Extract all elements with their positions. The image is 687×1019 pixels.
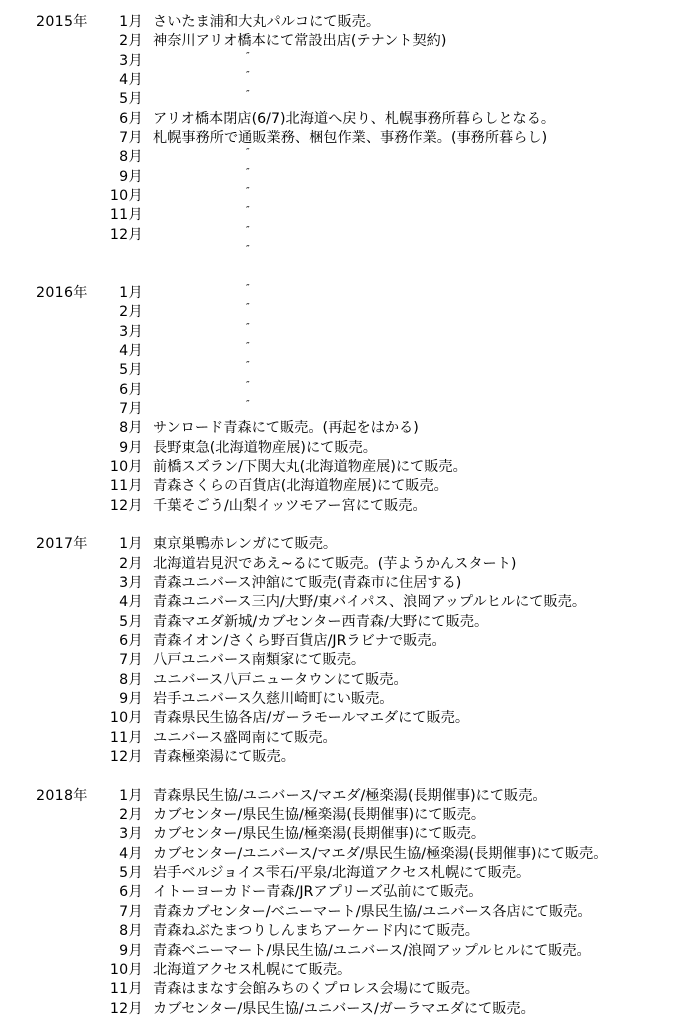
event-text: 青森極楽湯にて販売。	[153, 749, 295, 766]
month-label: 1月	[119, 14, 143, 30]
event-text: さいたま浦和大丸パルコにて販売。	[153, 14, 381, 30]
history-row	[0, 110, 687, 129]
month-label: 7月	[119, 130, 143, 147]
ditto-mark: ″	[246, 147, 250, 159]
history-row	[0, 535, 687, 554]
history-row	[0, 1000, 687, 1019]
month-label: 8月	[119, 671, 143, 688]
event-text: 北海道アクセス札幌にて販売。	[153, 961, 352, 978]
month-label: 12月	[109, 226, 143, 243]
month-label: 3月	[119, 52, 143, 69]
event-text: 東京巣鴨赤レンガにて販売。	[153, 536, 338, 553]
year-separator	[0, 516, 687, 535]
month-label: 8月	[119, 420, 143, 437]
year-separator	[0, 264, 687, 283]
year-separator	[0, 767, 687, 786]
history-row	[0, 129, 687, 148]
history-row	[0, 980, 687, 999]
month-label: 4月	[119, 72, 143, 89]
history-row	[0, 903, 687, 922]
ditto-mark: ″	[246, 321, 250, 333]
event-text: 青森イオン/さくら野百貨店/JRラビナで販売。	[153, 633, 446, 649]
month-label: 5月	[119, 865, 143, 882]
history-row	[0, 574, 687, 593]
event-text: カブセンター/県民生協/極楽湯(長期催事)にて販売。	[153, 807, 486, 824]
month-label: 7月	[119, 903, 143, 920]
history-row	[0, 651, 687, 670]
month-label: 12月	[109, 1000, 143, 1017]
event-text: 青森カブセンター/ベニーマート/県民生協/ユニバース各店にて販売。	[153, 903, 592, 920]
event-text: 北海道岩見沢であえ~るにて販売。(芋ようかんスタート)	[153, 555, 517, 572]
ditto-mark: ″	[246, 340, 250, 352]
month-label: 8月	[119, 923, 143, 940]
history-row	[0, 477, 687, 496]
history-row	[0, 729, 687, 748]
event-text: 神奈川アリオ橋本にて常設出店(テナント契約)	[153, 33, 447, 50]
month-label: 11月	[109, 729, 143, 746]
history-row	[0, 284, 687, 303]
ditto-mark: ″	[246, 186, 250, 198]
month-label: 9月	[119, 691, 143, 708]
history-row	[0, 148, 687, 167]
history-row	[0, 613, 687, 632]
event-text: 青森はまなす会館みちのくプロレス会場にて販売。	[153, 981, 479, 998]
month-label: 10月	[109, 961, 143, 978]
month-label: 12月	[109, 749, 143, 766]
history-row	[0, 845, 687, 864]
month-label: 6月	[119, 381, 143, 398]
history-row	[0, 303, 687, 322]
history-row	[0, 52, 687, 71]
ditto-mark: ″	[246, 89, 250, 101]
history-row	[0, 13, 687, 32]
history-row	[0, 71, 687, 90]
ditto-mark: ″	[246, 398, 250, 410]
history-row	[0, 342, 687, 361]
event-text: 青森ベニーマート/県民生協/ユニバース/浪岡アップルヒルにて販売。	[153, 942, 591, 959]
year-label: 2017年	[36, 536, 88, 553]
month-label: 10月	[109, 458, 143, 475]
ditto-mark: ″	[246, 302, 250, 314]
ditto-mark: ″	[246, 70, 250, 82]
month-label: 11月	[109, 981, 143, 998]
month-label: 1月	[119, 787, 143, 804]
history-row	[0, 787, 687, 806]
history-row	[0, 419, 687, 438]
year-label: 2015年	[36, 14, 88, 30]
event-text: 青森マエダ新城/カブセンター西青森/大野にて販売。	[153, 613, 489, 630]
ditto-mark: ″	[246, 244, 250, 256]
event-text: 千葉そごう/山梨イッツモアー宮にて販売。	[153, 497, 427, 514]
month-label: 5月	[119, 362, 143, 379]
month-label: 9月	[119, 439, 143, 456]
event-text: カブセンター/ユニバース/マエダ/県民生協/極楽湯(長期催事)にて販売。	[153, 845, 608, 862]
history-row	[0, 32, 687, 51]
event-text: 岩手ベルジョイス雫石/平泉/北海道アクセス札幌にて販売。	[153, 865, 531, 882]
event-text: 青森ねぶたまつりしんまちアーケード内にて販売。	[153, 923, 479, 940]
month-label: 1月	[119, 536, 143, 553]
history-row	[0, 90, 687, 109]
month-label: 3月	[119, 574, 143, 591]
history-row	[0, 555, 687, 574]
month-label: 4月	[119, 342, 143, 359]
history-row	[0, 458, 687, 477]
history-row	[0, 323, 687, 342]
event-text: 青森県民生協/ユニバース/マエダ/極楽湯(長期催事)にて販売。	[153, 787, 547, 804]
history-row	[0, 226, 687, 245]
month-label: 3月	[119, 826, 143, 843]
year-label: 2016年	[36, 284, 88, 301]
event-text: ユニバース八戸ニュータウンにて販売。	[153, 671, 408, 688]
history-row	[0, 632, 687, 651]
history-row	[0, 439, 687, 458]
event-text: アリオ橋本閉店(6/7)北海道へ戻り、札幌事務所暮らしとなる。	[153, 110, 556, 127]
month-label: 12月	[109, 497, 143, 514]
month-label: 4月	[119, 845, 143, 862]
event-text: 岩手ユニバース久慈川崎町にい販売。	[153, 691, 394, 708]
month-label: 6月	[119, 110, 143, 127]
ditto-mark: ″	[246, 166, 250, 178]
month-label: 10月	[109, 710, 143, 727]
event-text: ユニバース盛岡南にて販売。	[153, 729, 337, 746]
month-label: 1月	[119, 284, 143, 301]
history-row	[0, 922, 687, 941]
month-label: 5月	[119, 613, 143, 630]
ditto-mark: ″	[246, 224, 250, 236]
event-text: 前橋スズラン/下関大丸(北海道物産展)にて販売。	[153, 458, 467, 475]
history-row	[0, 497, 687, 516]
event-text: 札幌事務所で通販業務、梱包作業、事務作業。(事務所暮らし)	[153, 130, 548, 147]
history-row	[0, 381, 687, 400]
history-row	[0, 168, 687, 187]
month-label: 7月	[119, 652, 143, 669]
history-row	[0, 806, 687, 825]
history-row	[0, 400, 687, 419]
month-label: 9月	[119, 942, 143, 959]
history-row	[0, 748, 687, 767]
month-label: 3月	[119, 323, 143, 340]
event-text: イトーヨーカドー青森/JRアプリーズ弘前にて販売。	[153, 884, 483, 901]
month-label: 2月	[119, 555, 143, 572]
ditto-mark: ″	[246, 360, 250, 372]
event-text: 長野東急(北海道物産展)にて販売。	[153, 439, 377, 456]
month-label: 2月	[119, 304, 143, 321]
month-label: 2月	[119, 33, 143, 50]
history-row	[0, 245, 687, 264]
year-label: 2018年	[36, 787, 88, 804]
history-row	[0, 961, 687, 980]
month-label: 8月	[119, 149, 143, 166]
history-row	[0, 206, 687, 225]
event-text: サンロード青森にて販売。(再起をはかる)	[153, 420, 419, 437]
history-row	[0, 825, 687, 844]
month-label: 10月	[109, 188, 143, 205]
event-text: カブセンター/県民生協/極楽湯(長期催事)にて販売。	[153, 826, 486, 843]
month-label: 4月	[119, 594, 143, 611]
month-label: 6月	[119, 633, 143, 649]
month-label: 11月	[109, 207, 143, 224]
month-label: 2月	[119, 807, 143, 824]
event-text: 青森ユニバース三内/大野/東バイパス、浪岡アップルヒルにて販売。	[153, 594, 587, 611]
ditto-mark: ″	[246, 282, 250, 294]
event-text: 青森県民生協各店/ガーラモールマエダにて販売。	[153, 710, 470, 727]
event-text: カブセンター/県民生協/ユニバース/ガーラマエダにて販売。	[153, 1000, 535, 1017]
history-row	[0, 690, 687, 709]
month-label: 11月	[109, 478, 143, 495]
ditto-mark: ″	[246, 379, 250, 391]
history-row	[0, 593, 687, 612]
history-document	[0, 13, 687, 1019]
event-text: 青森ユニバース沖舘にて販売(青森市に住居する)	[153, 574, 462, 591]
month-label: 7月	[119, 400, 143, 417]
history-row	[0, 187, 687, 206]
month-label: 9月	[119, 168, 143, 185]
month-label: 6月	[119, 884, 143, 901]
history-row	[0, 361, 687, 380]
history-row	[0, 864, 687, 883]
event-text: 八戸ユニバース南類家にて販売。	[153, 652, 366, 669]
event-text: 青森さくらの百貨店(北海道物産展)にて販売。	[153, 478, 448, 495]
history-row	[0, 709, 687, 728]
ditto-mark: ″	[246, 50, 250, 62]
history-row	[0, 671, 687, 690]
month-label: 5月	[119, 91, 143, 108]
ditto-mark: ″	[246, 205, 250, 217]
history-row	[0, 883, 687, 902]
history-row	[0, 942, 687, 961]
